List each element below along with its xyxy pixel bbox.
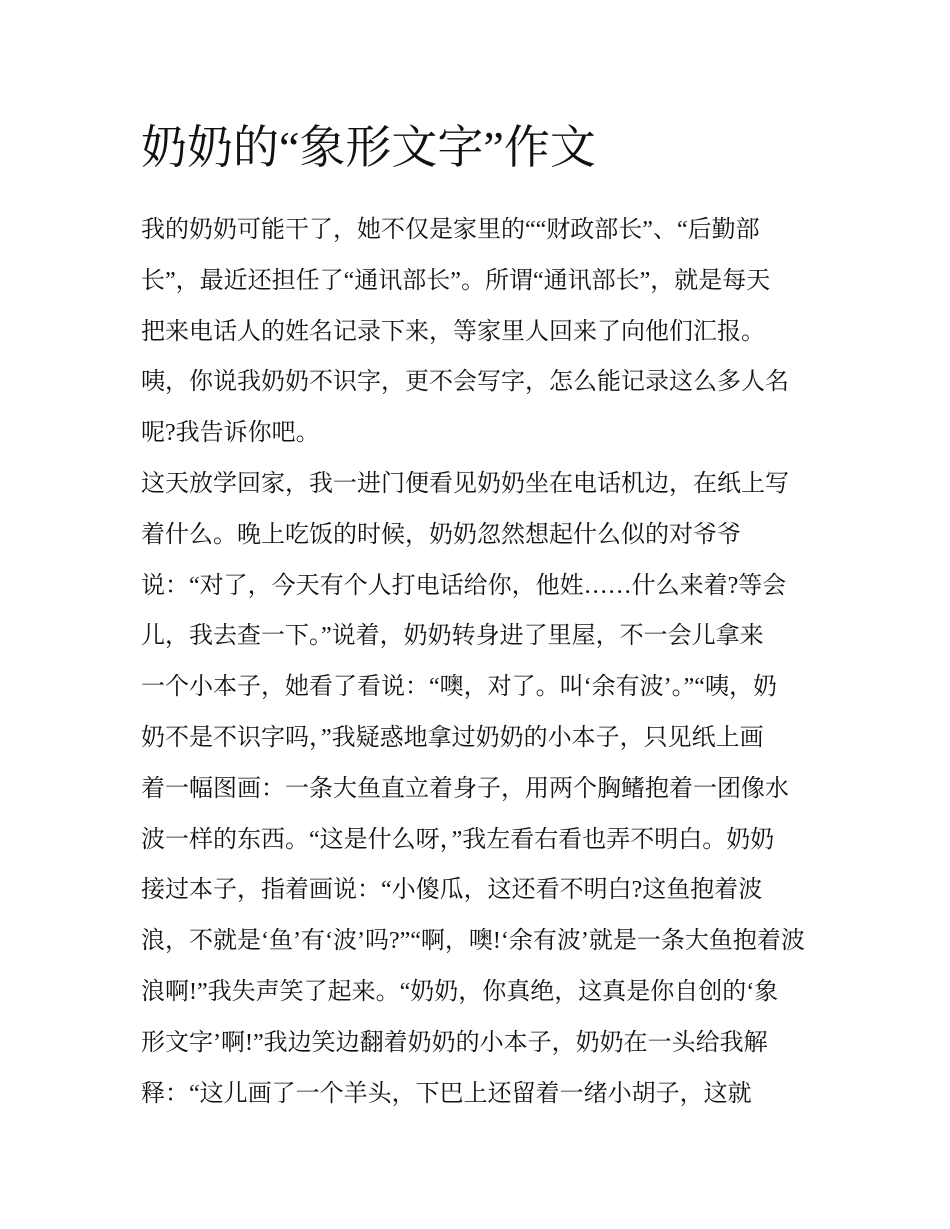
text-line: 长”，最近还担任了“通讯部长”。所谓“通讯部长”，就是每天 [141, 267, 771, 294]
text-line: 咦，你说我奶奶不识字，更不会写字，怎么能记录这么多人名 [141, 369, 789, 396]
text-line: 释：“这儿画了一个羊头，下巴上还留着一绪小胡子，这就 [141, 1080, 752, 1107]
text-line: 把来电话人的姓名记录下来，等家里人回来了向他们汇报。 [141, 318, 765, 345]
text-line: 奶不是不识字吗，”我疑惑地拿过奶奶的小本子，只见纸上画 [141, 724, 764, 751]
text-line: 我的奶奶可能干了，她不仅是家里的““财政部长”、“后勤部 [141, 217, 760, 243]
text-line: 这天放学回家，我一进门便看见奶奶坐在电话机边，在纸上写 [141, 470, 789, 497]
document-body [141, 205, 831, 1119]
text-line: 呢?我告诉你吧。 [141, 420, 320, 447]
text-line: 儿，我去查一下。”说着，奶奶转身进了里屋，不一会儿拿来 [141, 623, 764, 650]
text-line: 形文字’啊!”我边笑边翻着奶奶的小本子，奶奶在一头给我解 [141, 1029, 768, 1056]
text-line: 波一样的东西。“这是什么呀，”我左看右看也弄不明白。奶奶 [141, 826, 775, 853]
document-title: 奶奶的“象形文字”作文 [141, 122, 596, 173]
text-line: 浪啊!”我失声笑了起来。“奶奶，你真绝，这真是你自创的‘象 [141, 978, 779, 1005]
text-line: 浪，不就是‘鱼’有‘波’吗?”“啊，噢!‘余有波’就是一条大鱼抱着波 [141, 928, 805, 955]
text-line: 着什么。晚上吃饭的时候，奶奶忽然想起什么似的对爷爷 [141, 521, 741, 548]
text-line: 着一幅图画：一条大鱼直立着身子，用两个胸鳍抱着一团像水 [141, 775, 789, 802]
text-line: 说：“对了，今天有个人打电话给你，他姓……什么来着?等会 [141, 572, 787, 599]
text-line: 接过本子，指着画说：“小傻瓜，这还看不明白?这鱼抱着波 [141, 877, 763, 904]
text-line: 一个小本子，她看了看说：“噢，对了。叫‘余有波’。”“咦，奶 [141, 674, 777, 701]
